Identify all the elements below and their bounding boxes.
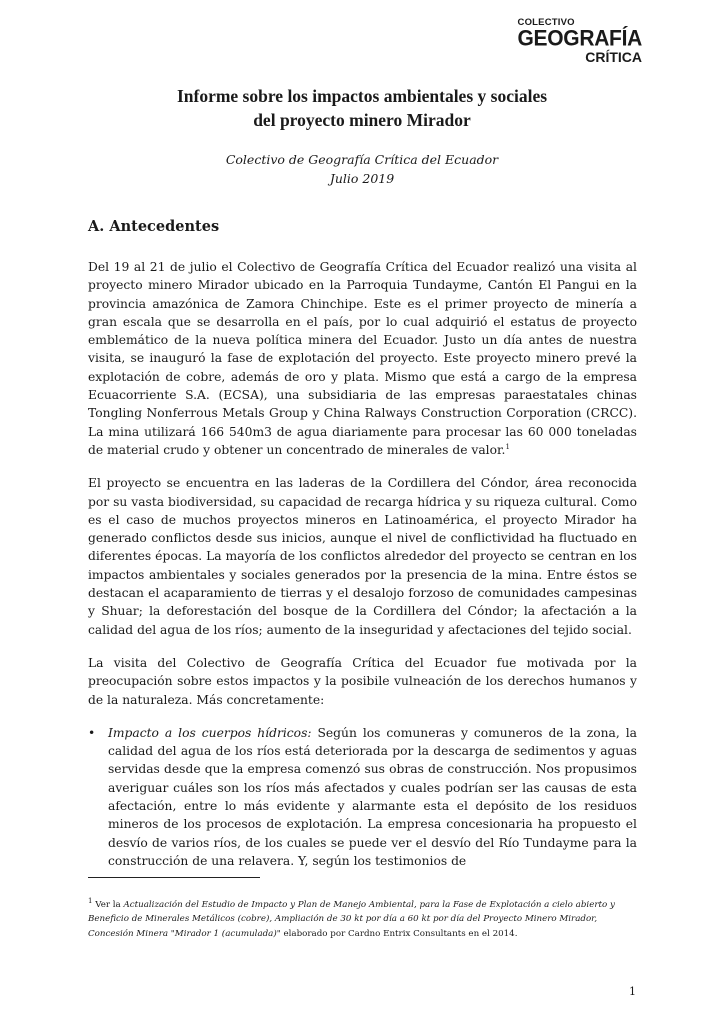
bullet-text: Según los comuneras y comuneros de la zona, la calidad del agua de los ríos está deteriorada por la descarga de sedimentos y aguas servidas desde que la empresa comenzó sus obras de construcción. Nos propusimos averiguar cuáles son los ríos más afectados y cuales podrían ser las causas de esta afectación, entre lo más evidente y alarmante esta el depósito de los residuos mineros de los procesos de explotación. La empresa concesionaria ha propuesto el desvío de varios ríos, de los cuales se puede ver el desvío del Río Tundayme para la construcción de una relavera. Y, según los testimonios de	[108, 725, 637, 868]
title-line-1: Informe sobre los impactos ambientales y sociales	[176, 86, 548, 106]
paragraph-1-text: Del 19 al 21 de julio el Colectivo de Geografía Crítica del Ecuador realizó una visita al proyecto minero Mirador ubicado en la Parroquia Tundayme, Cantón El Pangui en la provincia amazónica de Zamora Chinchipe. Este es el primer proyecto de minería a gran escala que se desarrolla en el país, por lo cual adquirió el estatus de proyecto emblemático de la nueva política minera del Ecuador. Justo un día antes de nuestra visita, se inauguró la fase de explotación del proyecto. Este proyecto minero prevé la explotación de cobre, además de oro y plata. Mismo que está a cargo de la empresa Ecuacorriente S.A. (ECSA), una subsidiaria de las empresas paraestatales chinas Tongling Nonferrous Metals Group y China Ralways Construction Corporation (CRCC). La mina utilizará 166 540m3 de agua diariamente para procesar las 60 000 toneladas de material crudo y obtener un concentrado de minerales de valor.	[88, 260, 637, 457]
footnote	[88, 898, 637, 941]
footnote-reference[interactable]: 1	[505, 442, 510, 451]
footnote-prefix: Ver la	[92, 900, 124, 910]
author: Colectivo de Geografía Crítica del Ecuador	[225, 152, 499, 167]
paragraph-2: El proyecto se encuentra en las laderas de la Cordillera del Cóndor, área reconocida por su vasta biodiversidad, su capacidad de recarga hídrica y su riqueza cultural. Como es el caso de muchos proyectos mineros en Latinoamérica, el proyecto Mirador ha generado conflictos desde sus inicios, aunque el nivel de conflictividad ha fluctuado en diferentes épocas. La mayoría de los conflictos alrededor del proyecto se centran en los impactos ambientales y sociales generados por la presencia de la mina. Entre éstos se destacan el acaparamiento de tierras y el desalojo forzoso de comunidades campesinas y Shuar; la deforestación del bosque de la Cordillera del Cóndor; la afectación a la calidad del agua de los ríos; aumento de la inseguridad y afectaciones del tejido social.	[88, 476, 637, 637]
section-heading: A. Antecedentes	[88, 218, 220, 235]
logo-line-1: COLECTIVO	[517, 17, 575, 28]
footnote-divider	[88, 877, 260, 878]
title-line-2: del proyecto minero Mirador	[253, 110, 471, 130]
paragraph-1	[88, 258, 637, 459]
logo-line-3: CRÍTICA	[585, 48, 642, 65]
bullet-lead: Impacto a los cuerpos hídricos:	[108, 725, 312, 740]
footnote-citation: Actualización del Estudio de Impacto y Plan de Manejo Ambiental, para la Fase de Explotación a cielo abierto y Beneficio de Minerales Metálicos (cobre), Ampliación de 30 kt por día a 60 kt por día del Proyecto Minero Mirador, Concesión Minera "Mirador 1 (acumulada)"	[88, 900, 615, 939]
section-body	[88, 258, 637, 870]
footnote-suffix: elaborado por Cardno Entrix Consultants en el 2014.	[280, 928, 518, 939]
date: Julio 2019	[329, 171, 395, 186]
paragraph-3: La visita del Colectivo de Geografía Crítica del Ecuador fue motivada por la preocupación sobre estos impactos y la posibile vulneación de los derechos humanos y de la naturaleza. Más concretamente:	[88, 655, 637, 707]
document-byline	[0, 150, 724, 188]
page-number: 1	[629, 985, 636, 998]
bullet-marker: •	[88, 725, 96, 740]
footnote-number: 1	[88, 897, 93, 906]
list-item	[88, 724, 637, 870]
collective-logo	[518, 18, 642, 64]
document-title	[0, 84, 724, 132]
logo-line-2: GEOGRAFÍA	[517, 25, 642, 51]
bullet-list	[88, 724, 637, 870]
